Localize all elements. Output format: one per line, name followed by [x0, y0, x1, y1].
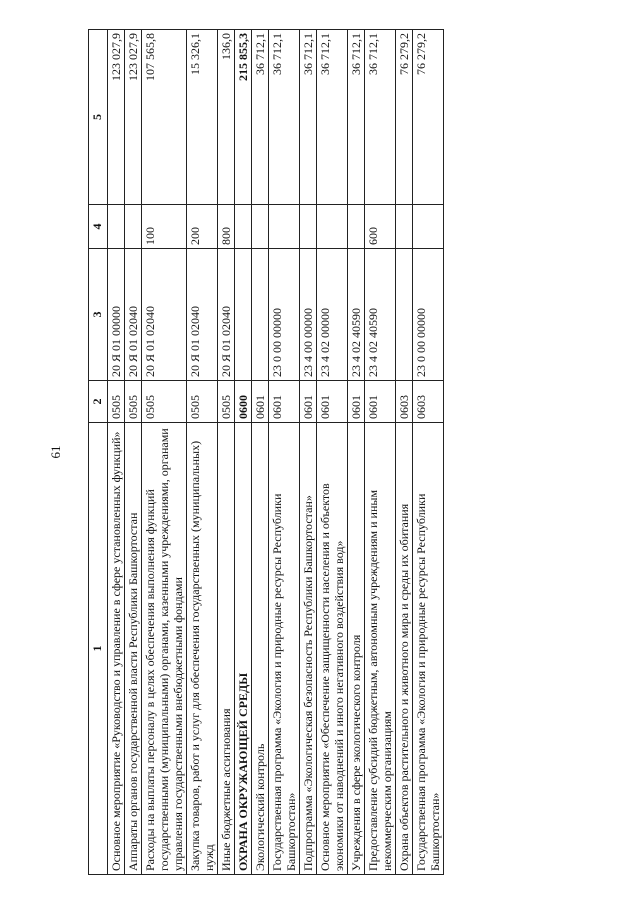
row-section-cell: 0601: [300, 381, 317, 423]
row-section-cell: 0601: [252, 381, 269, 423]
row-section-cell: 0601: [348, 381, 365, 423]
row-name-cell: Основное мероприятие «Обеспечение защищенности населения и объектов экономики от наводнений и иного негативного воздействия вод»: [317, 423, 348, 875]
row-amount-cell: 123 027,9: [108, 30, 125, 205]
row-type-cell: 200: [187, 205, 218, 249]
row-section-cell: 0601: [269, 381, 300, 423]
row-type-cell: 600: [365, 205, 396, 249]
row-name-cell: Государственная программа «Экология и природные ресурсы Республики Башкортостан»: [269, 423, 300, 875]
budget-table: [88, 29, 444, 875]
table-row: [365, 30, 396, 875]
rotated-table-area: [88, 30, 533, 875]
table-row: [235, 30, 252, 875]
row-name-cell: ОХРАНА ОКРУЖАЮЩЕЙ СРЕДЫ: [235, 423, 252, 875]
row-type-cell: [300, 205, 317, 249]
row-amount-cell: 15 326,1: [187, 30, 218, 205]
row-name-cell: Иные бюджетные ассигнования: [218, 423, 235, 875]
row-name-cell: Предоставление субсидий бюджетным, автономным учреждениям и иным некоммерческим организациям: [365, 423, 396, 875]
row-name-cell: Экологический контроль: [252, 423, 269, 875]
row-amount-cell: 36 712,1: [348, 30, 365, 205]
header-col-1: 1: [89, 423, 108, 875]
row-type-cell: [252, 205, 269, 249]
row-section-cell: 0601: [317, 381, 348, 423]
row-name-cell: Учреждения в сфере экологического контроля: [348, 423, 365, 875]
table-row: [187, 30, 218, 875]
row-name-cell: Подпрограмма «Экологическая безопасность Республики Башкортостан»: [300, 423, 317, 875]
row-target-cell: [252, 249, 269, 381]
row-target-cell: 23 4 02 40590: [348, 249, 365, 381]
row-target-cell: 23 4 02 00000: [317, 249, 348, 381]
table-row: [300, 30, 317, 875]
row-type-cell: [413, 205, 444, 249]
header-col-5: 5: [89, 30, 108, 205]
table-row: [413, 30, 444, 875]
row-section-cell: 0505: [218, 381, 235, 423]
row-section-cell: 0601: [365, 381, 396, 423]
row-target-cell: 20 Я 01 00000: [108, 249, 125, 381]
row-target-cell: 20 Я 01 02040: [187, 249, 218, 381]
row-amount-cell: 36 712,1: [300, 30, 317, 205]
row-section-cell: 0603: [396, 381, 413, 423]
table-row: [348, 30, 365, 875]
row-target-cell: 20 Я 01 02040: [125, 249, 142, 381]
row-target-cell: [396, 249, 413, 381]
table-body: [108, 30, 444, 875]
row-section-cell: 0505: [187, 381, 218, 423]
row-section-cell: 0505: [108, 381, 125, 423]
row-amount-cell: 36 712,1: [269, 30, 300, 205]
row-name-cell: Основное мероприятие «Руководство и управление в сфере установленных функций»: [108, 423, 125, 875]
row-type-cell: [235, 205, 252, 249]
table-row: [218, 30, 235, 875]
row-amount-cell: 215 855,3: [235, 30, 252, 205]
row-type-cell: [125, 205, 142, 249]
rotated-table-container: [88, 30, 533, 875]
row-name-cell: Закупка товаров, работ и услуг для обеспечения государственных (муниципальных) нужд: [187, 423, 218, 875]
row-target-cell: 23 4 02 40590: [365, 249, 396, 381]
row-target-cell: [235, 249, 252, 381]
table-row: [252, 30, 269, 875]
row-type-cell: [108, 205, 125, 249]
row-section-cell: 0600: [235, 381, 252, 423]
row-target-cell: 23 0 00 00000: [413, 249, 444, 381]
row-type-cell: 100: [142, 205, 187, 249]
table-row: [396, 30, 413, 875]
row-amount-cell: 107 565,8: [142, 30, 187, 205]
row-section-cell: 0505: [142, 381, 187, 423]
table-row: [269, 30, 300, 875]
row-amount-cell: 36 712,1: [317, 30, 348, 205]
header-col-2: 2: [89, 381, 108, 423]
row-amount-cell: 36 712,1: [252, 30, 269, 205]
table-row: [142, 30, 187, 875]
row-type-cell: [396, 205, 413, 249]
page-number: 61: [48, 445, 63, 459]
table-header-row: [89, 30, 108, 875]
row-section-cell: 0603: [413, 381, 444, 423]
row-section-cell: 0505: [125, 381, 142, 423]
row-amount-cell: 36 712,1: [365, 30, 396, 205]
row-amount-cell: 136,0: [218, 30, 235, 205]
row-amount-cell: 76 279,2: [396, 30, 413, 205]
row-name-cell: Государственная программа «Экология и природные ресурсы Республики Башкортостан»: [413, 423, 444, 875]
header-col-4: 4: [89, 205, 108, 249]
row-type-cell: [317, 205, 348, 249]
row-target-cell: 23 0 00 00000: [269, 249, 300, 381]
row-name-cell: Расходы на выплаты персоналу в целях обеспечения выполнения функций государственными (муниципальными) органами, казенными учреждениями, органами управления государственными внебюджетными фондами: [142, 423, 187, 875]
table-row: [108, 30, 125, 875]
row-target-cell: 20 Я 01 02040: [142, 249, 187, 381]
row-target-cell: 23 4 00 00000: [300, 249, 317, 381]
row-target-cell: 20 Я 01 02040: [218, 249, 235, 381]
row-amount-cell: 123 027,9: [125, 30, 142, 205]
table-row: [317, 30, 348, 875]
row-amount-cell: 76 279,2: [413, 30, 444, 205]
row-type-cell: [348, 205, 365, 249]
row-name-cell: Аппараты органов государственной власти Республики Башкортостан: [125, 423, 142, 875]
table-row: [125, 30, 142, 875]
row-type-cell: [269, 205, 300, 249]
row-name-cell: Охрана объектов растительного и животного мира и среды их обитания: [396, 423, 413, 875]
header-col-3: 3: [89, 249, 108, 381]
row-type-cell: 800: [218, 205, 235, 249]
